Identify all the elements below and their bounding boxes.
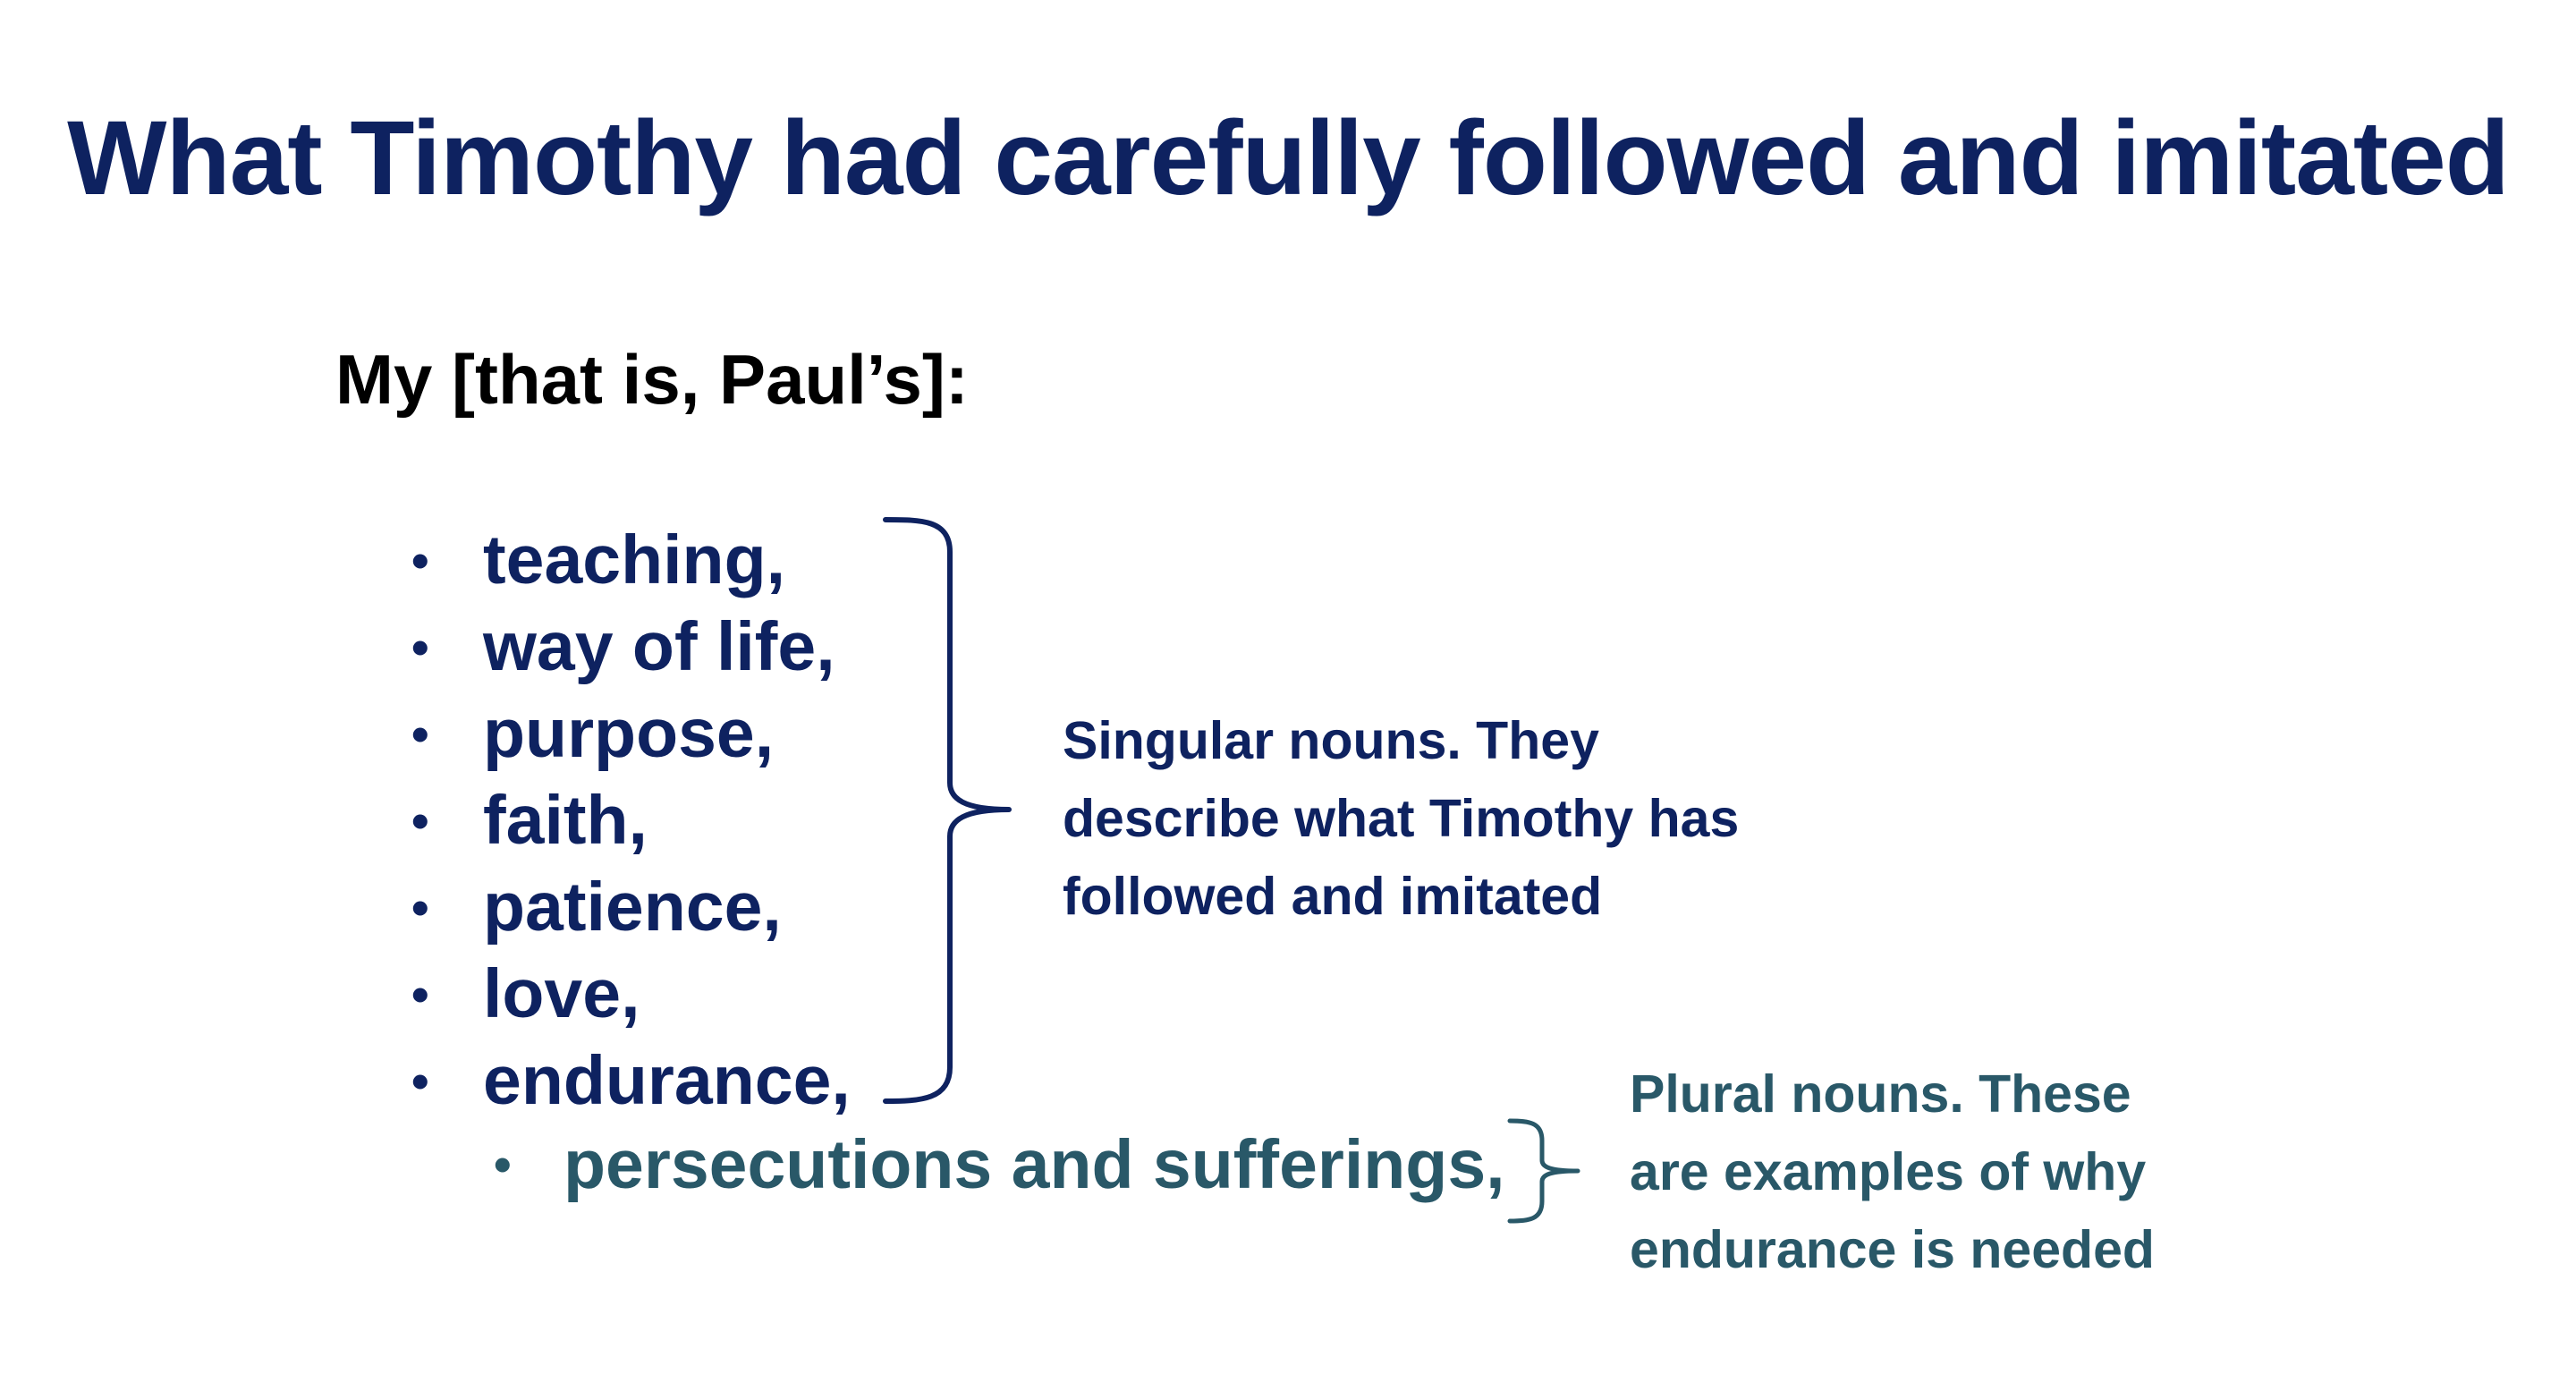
list-item-text: purpose,	[483, 695, 775, 772]
right-curly-brace-icon	[877, 514, 1020, 1123]
note-line: Singular nouns. They	[1063, 711, 1599, 770]
singular-nouns-note	[1063, 702, 1868, 936]
bullet-icon: •	[411, 706, 429, 762]
slide-title: What Timothy had carefully followed and imitated	[67, 99, 2509, 217]
plural-nouns-note	[1630, 1056, 2309, 1289]
bullet-icon: •	[411, 532, 429, 589]
list-item-text: patience,	[483, 869, 782, 946]
bullet-icon: •	[411, 619, 429, 675]
bullet-icon: •	[411, 793, 429, 849]
plural-noun-text: persecutions and sufferings,	[564, 1126, 1505, 1203]
list-item-text: way of life,	[483, 608, 835, 685]
list-item-text: teaching,	[483, 522, 786, 598]
note-line: followed and imitated	[1063, 867, 1603, 926]
note-line: describe what Timothy has	[1063, 789, 1740, 848]
list-item-text: faith,	[483, 782, 648, 859]
bullet-icon: •	[494, 1136, 512, 1192]
list-item-text: endurance,	[483, 1042, 851, 1119]
right-curly-brace-icon	[1503, 1114, 1592, 1230]
slide-subtitle: My [that is, Paul’s]:	[335, 340, 969, 419]
note-line: are examples of why	[1630, 1142, 2147, 1201]
note-line: Plural nouns. These	[1630, 1064, 2131, 1124]
bullet-icon: •	[411, 1053, 429, 1109]
note-line: endurance is needed	[1630, 1220, 2155, 1279]
bullet-icon: •	[411, 879, 429, 936]
list-item-text: love,	[483, 955, 640, 1032]
bullet-icon: •	[411, 966, 429, 1022]
